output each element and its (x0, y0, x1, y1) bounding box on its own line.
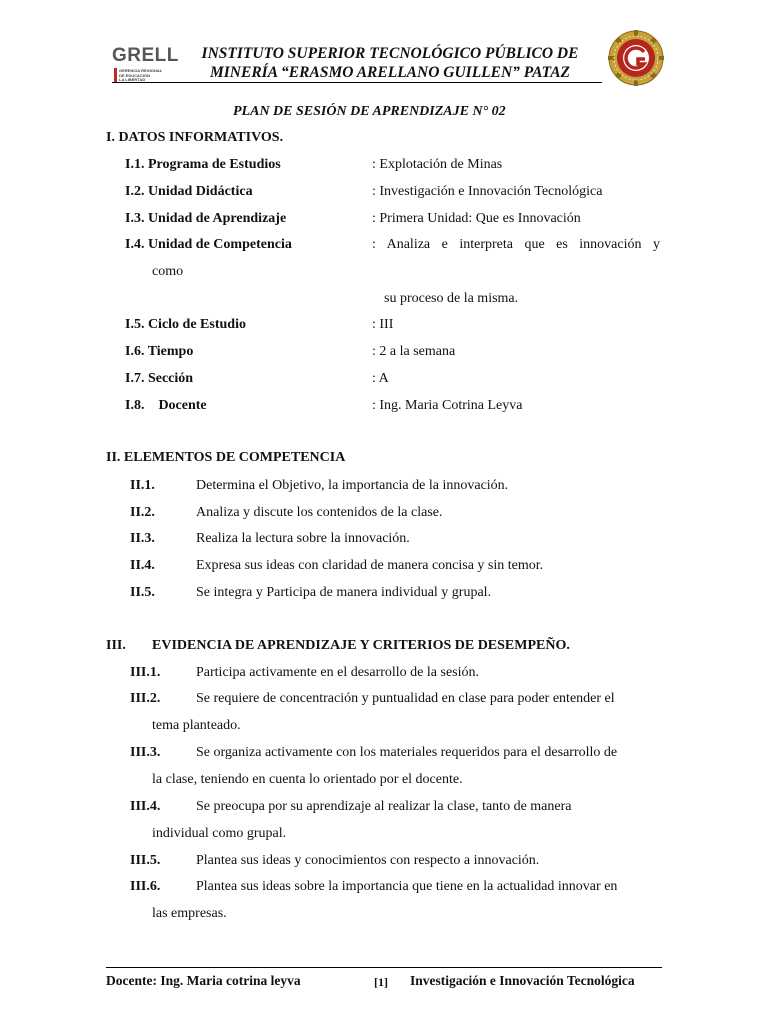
competence-text: Expresa sus ideas con claridad de manera concisa y sin temor. (196, 558, 544, 573)
evidence-num: III.5. (130, 853, 161, 868)
info-value-teacher: : Ing. Maria Cotrina Leyva (372, 398, 523, 413)
footer-teacher: Docente: Ing. Maria cotrina leyva (106, 973, 301, 988)
evidence-text: Participa activamente en el desarrollo de la sesión. (196, 665, 480, 680)
competence-text: Analiza y discute los contenidos de la clase. (196, 505, 443, 520)
evidence-num: III.1. (130, 665, 161, 680)
logo-sub-3: LA LIBERTAD (119, 77, 146, 82)
evidence-text-cont: individual como grupal. (152, 826, 287, 841)
competence-num: II.3. (130, 531, 155, 546)
info-value-time: : 2 a la semana (372, 344, 456, 359)
footer-rule (106, 967, 662, 968)
evidence-num: III.6. (130, 879, 161, 894)
info-value-section: : A (372, 371, 389, 386)
info-label-teacher: I.8. Docente (125, 398, 207, 413)
info-label-section: I.7. Sección (125, 371, 194, 386)
info-value-learning-unit: : Primera Unidad: Que es Innovación (372, 211, 581, 226)
info-value-program: : Explotación de Minas (372, 157, 503, 172)
info-value-competence: : Analiza e interpreta que es innovación y (372, 237, 660, 252)
section-2-heading: II. ELEMENTOS DE COMPETENCIA (106, 450, 346, 465)
competence-text: Determina el Objetivo, la importancia de la innovación. (196, 478, 509, 493)
grell-logo (112, 45, 179, 82)
info-label-cycle: I.5. Ciclo de Estudio (125, 317, 246, 332)
info-value-competence-cont-2: su proceso de la misma. (384, 291, 519, 306)
evidence-num: III.3. (130, 745, 161, 760)
section-1-heading: I. DATOS INFORMATIVOS. (106, 130, 284, 145)
competence-num: II.5. (130, 585, 155, 600)
evidence-text: Se preocupa por su aprendizaje al realizar la clase, tanto de manera (196, 799, 572, 814)
info-label-competence: I.4. Unidad de Competencia (125, 237, 292, 252)
info-label-learning-unit: I.3. Unidad de Aprendizaje (125, 211, 287, 226)
info-label-unit: I.2. Unidad Didáctica (125, 184, 253, 199)
info-value-competence-cont-1: como (152, 264, 184, 279)
section-3-number: III. (106, 638, 126, 653)
info-label-time: I.6. Tiempo (125, 344, 194, 359)
footer-course: Investigación e Innovación Tecnológica (410, 973, 635, 988)
institution-line-1: INSTITUTO SUPERIOR TECNOLÓGICO PÚBLICO DE (201, 45, 579, 62)
competence-text: Se integra y Participa de manera individual y grupal. (196, 585, 492, 600)
logo-red-bar (114, 68, 117, 82)
evidence-num: III.4. (130, 799, 161, 814)
evidence-text-cont: la clase, teniendo en cuenta lo orientado por el docente. (152, 772, 463, 787)
institution-line-2: MINERÍA “ERASMO ARELLANO GUILLEN” PATAZ (209, 64, 571, 81)
evidence-text: Se requiere de concentración y puntualidad en clase para poder entender el (196, 691, 615, 706)
competence-text: Realiza la lectura sobre la innovación. (196, 531, 410, 546)
evidence-text: Se organiza activamente con los materiales requeridos para el desarrollo de (196, 745, 618, 760)
evidence-text: Plantea sus ideas y conocimientos con respecto a innovación. (196, 853, 540, 868)
document-title: PLAN DE SESIÓN DE APRENDIZAJE N° 02 (233, 104, 506, 119)
evidence-text: Plantea sus ideas sobre la importancia que tiene en la actualidad innovar en (196, 879, 618, 894)
competence-num: II.2. (130, 505, 155, 520)
info-value-unit: : Investigación e Innovación Tecnológica (372, 184, 603, 199)
evidence-text-cont: las empresas. (152, 906, 227, 921)
logo-sub-1: GERENCIA REGIONAL (119, 68, 163, 73)
evidence-text-cont: tema planteado. (152, 718, 241, 733)
footer-page-number: [1] (374, 975, 388, 989)
competence-num: II.1. (130, 478, 155, 493)
evidence-num: III.2. (130, 691, 161, 706)
logo-word: GRELL (112, 45, 179, 66)
institution-header (190, 44, 590, 82)
header-rule (112, 82, 602, 83)
institution-seal-icon (608, 30, 664, 86)
info-label-program: I.1. Programa de Estudios (125, 157, 281, 172)
info-value-cycle: : III (372, 317, 394, 332)
section-3-heading: EVIDENCIA DE APRENDIZAJE Y CRITERIOS DE DESEMPEÑO. (152, 638, 570, 653)
competence-num: II.4. (130, 558, 155, 573)
logo-sub-2: DE EDUCACIÓN (119, 72, 150, 78)
